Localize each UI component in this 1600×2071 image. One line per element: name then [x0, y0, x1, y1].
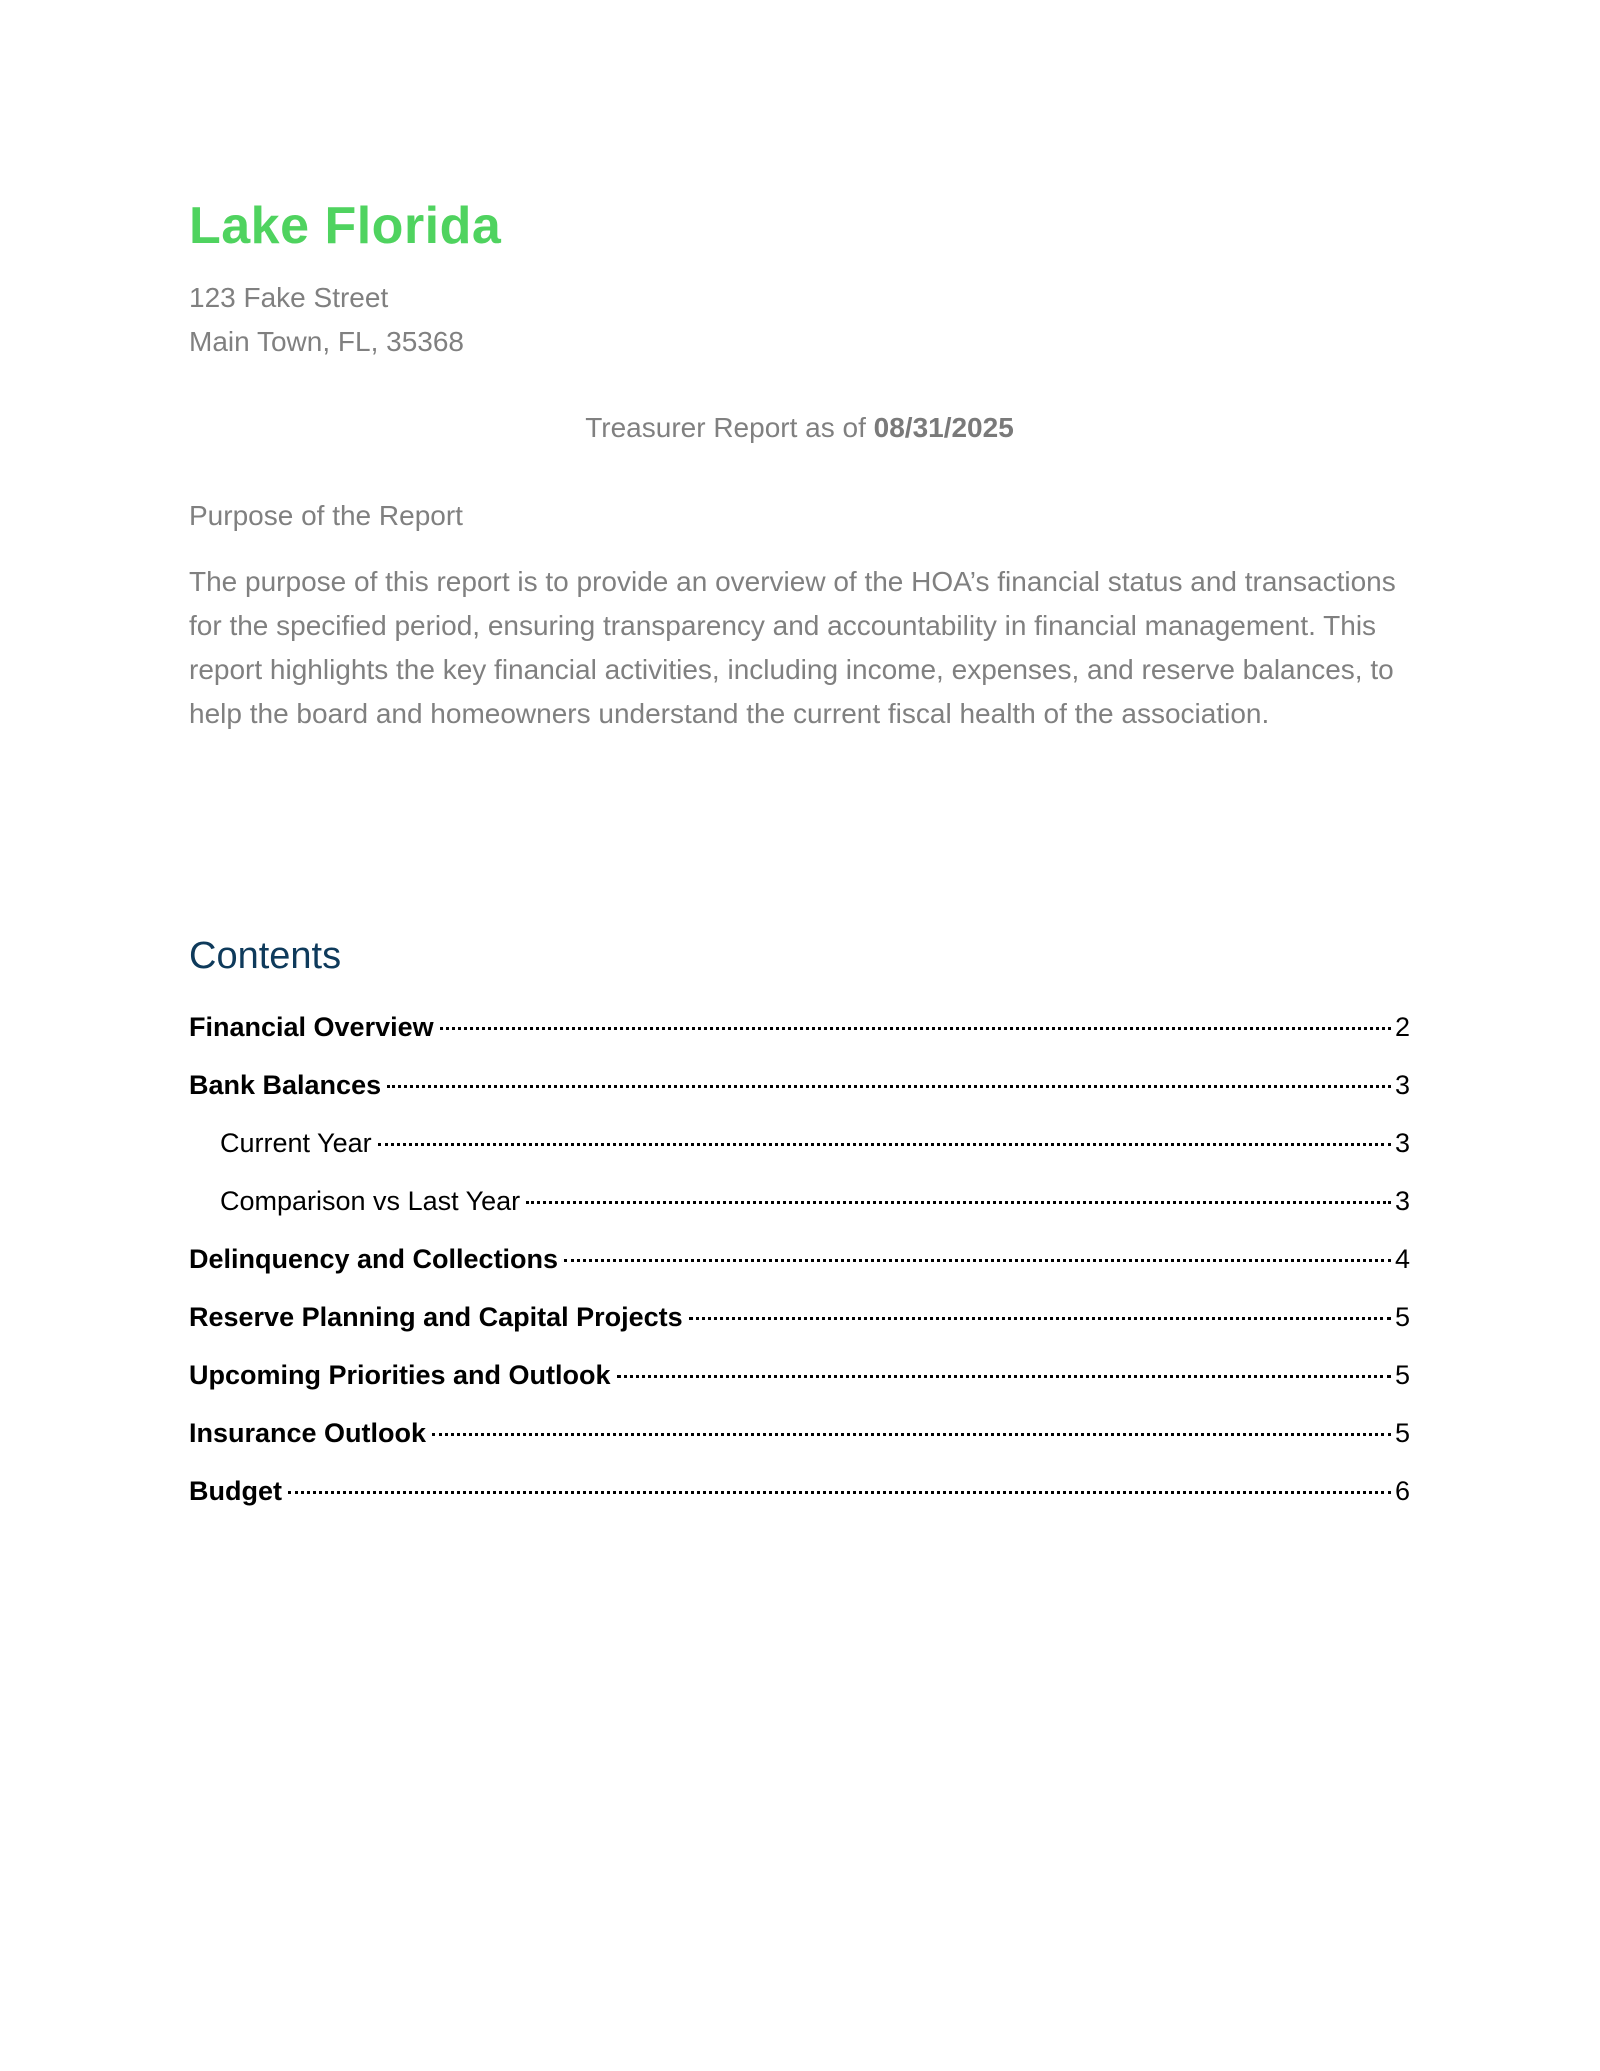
- purpose-heading: Purpose of the Report: [189, 500, 463, 531]
- toc-item-page: 3: [1394, 1127, 1410, 1158]
- toc-dot-leader: [378, 1143, 1391, 1146]
- contents-heading: Contents: [189, 935, 342, 977]
- report-date: 08/31/2025: [873, 412, 1014, 443]
- toc-item-insurance-outlook[interactable]: [189, 1418, 1410, 1476]
- toc-item-label: Delinquency and Collections: [189, 1243, 559, 1274]
- toc-item-comparison-vs-last-year[interactable]: [189, 1186, 1410, 1244]
- toc-item-page: 5: [1394, 1301, 1410, 1332]
- toc-dot-leader: [432, 1433, 1391, 1436]
- toc-item-page: 6: [1394, 1475, 1410, 1506]
- toc-item-label: Financial Overview: [189, 1011, 434, 1042]
- toc-item-page: 3: [1394, 1069, 1410, 1100]
- toc-item-label: Bank Balances: [189, 1069, 382, 1100]
- toc-item-page: 2: [1394, 1011, 1410, 1042]
- toc-item-financial-overview[interactable]: [189, 1012, 1410, 1070]
- organization-name: Lake Florida: [189, 197, 502, 255]
- toc-item-page: 5: [1394, 1417, 1410, 1448]
- report-title: [189, 406, 1410, 450]
- toc-item-label: Budget: [189, 1475, 282, 1506]
- toc-item-current-year[interactable]: [189, 1128, 1410, 1186]
- toc-item-page: 4: [1394, 1243, 1410, 1274]
- toc-dot-leader: [617, 1375, 1391, 1378]
- table-of-contents: [189, 1012, 1410, 1534]
- toc-item-label: Upcoming Priorities and Outlook: [189, 1359, 611, 1390]
- address-block: [189, 276, 1410, 364]
- toc-dot-leader: [387, 1085, 1391, 1088]
- address-line-1: 123 Fake Street: [189, 282, 389, 313]
- toc-item-bank-balances[interactable]: [189, 1070, 1410, 1128]
- toc-dot-leader: [689, 1317, 1391, 1320]
- address-line-2: Main Town, FL, 35368: [189, 326, 464, 357]
- toc-item-budget[interactable]: [189, 1476, 1410, 1534]
- report-title-prefix: Treasurer Report as of: [585, 412, 874, 443]
- toc-item-reserve-planning[interactable]: [189, 1302, 1410, 1360]
- toc-dot-leader: [288, 1491, 1391, 1494]
- purpose-body: The purpose of this report is to provide an overview of the HOA’s financial status and transactions for the specified period, ensuring transparency and accountability in financial management. This report highlights the key financial activities, including income, expenses, and reserve balances, to help the board and homeowners understand the current fiscal health of the association.: [189, 566, 1396, 729]
- toc-item-upcoming-priorities[interactable]: [189, 1360, 1410, 1418]
- toc-item-delinquency-and-collections[interactable]: [189, 1244, 1410, 1302]
- toc-item-page: 5: [1394, 1359, 1410, 1390]
- toc-item-label: Insurance Outlook: [189, 1417, 427, 1448]
- toc-item-page: 3: [1394, 1185, 1410, 1216]
- toc-item-label: Comparison vs Last Year: [220, 1185, 521, 1216]
- toc-dot-leader: [564, 1259, 1391, 1262]
- toc-item-label: Reserve Planning and Capital Projects: [189, 1301, 683, 1332]
- toc-dot-leader: [440, 1027, 1391, 1030]
- toc-item-label: Current Year: [220, 1127, 372, 1158]
- toc-dot-leader: [526, 1201, 1391, 1204]
